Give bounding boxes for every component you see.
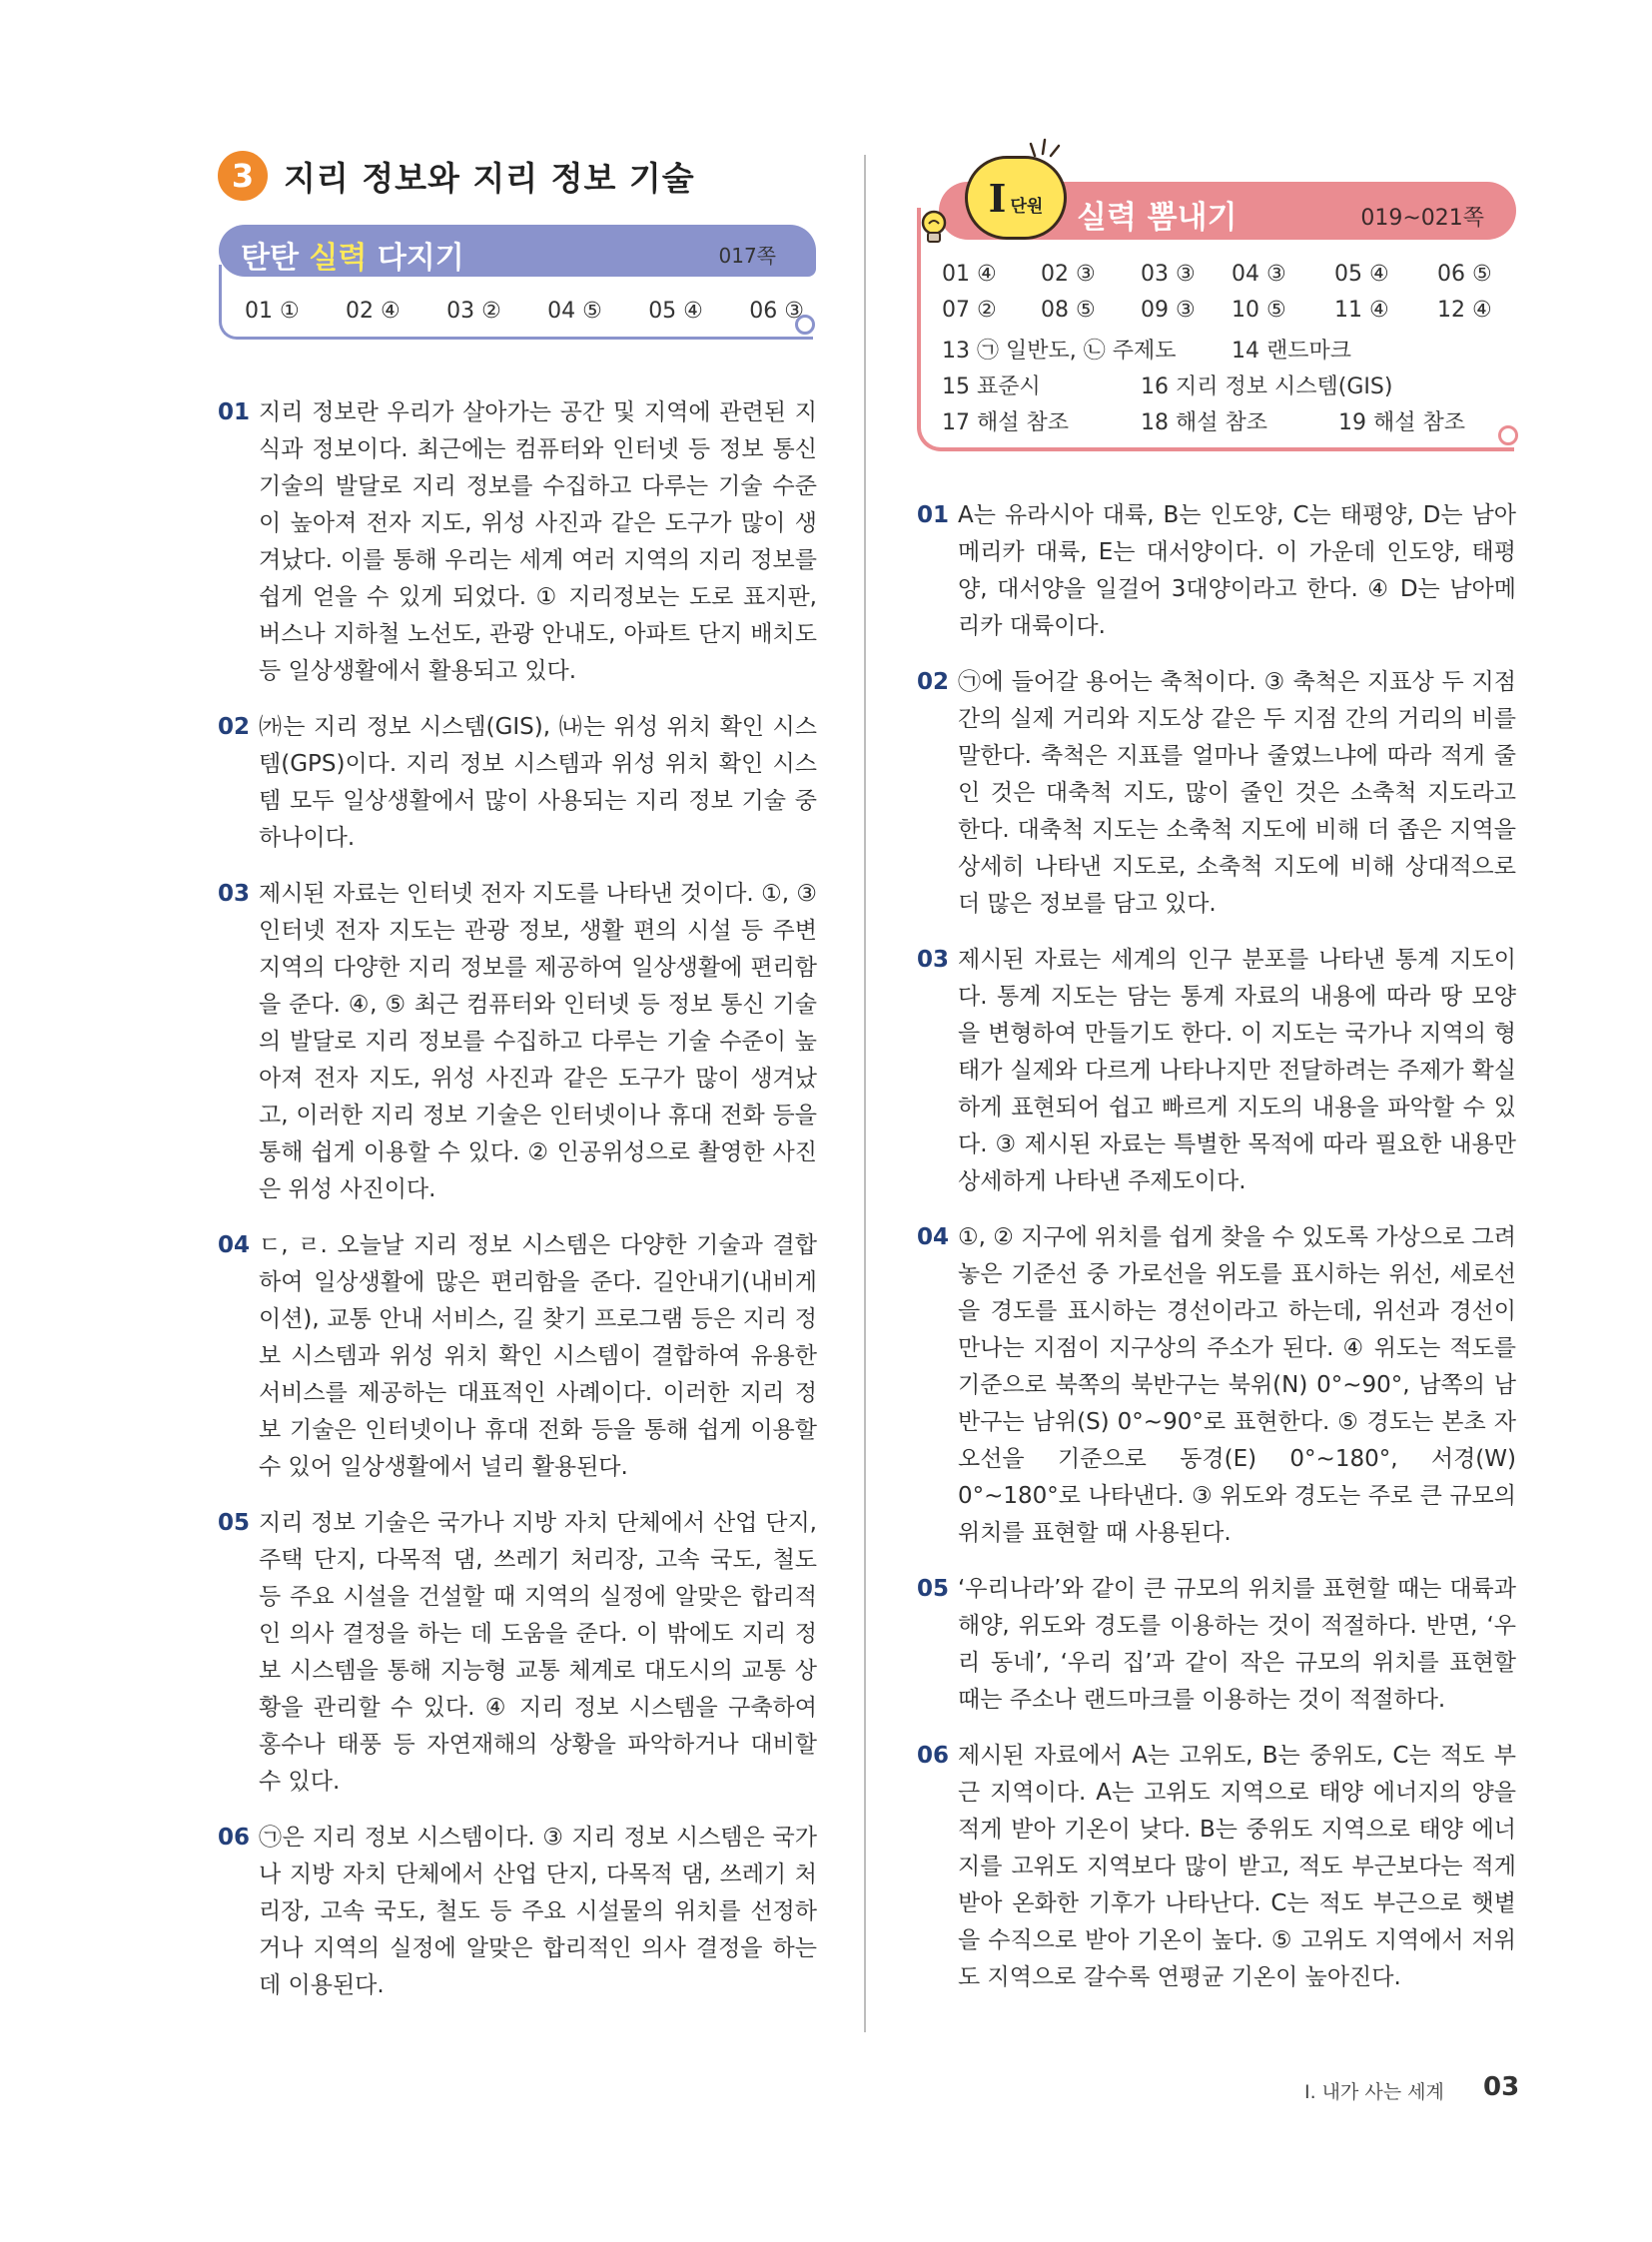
answer-item: 06 ⑤: [1437, 262, 1492, 287]
explanation-entry: [917, 497, 1516, 645]
unit-badge: [965, 156, 1067, 240]
answer-box-page-ref: 017쪽: [718, 244, 776, 268]
entry-number: 03: [218, 881, 251, 907]
answer-box-unit-review: [917, 138, 1516, 457]
explanation-entry: [218, 1505, 817, 1801]
explanations-right: [917, 497, 1516, 2015]
entry-number: 06: [917, 1743, 950, 1769]
entry-number: 03: [917, 947, 950, 973]
answer-item: 10 ⑤: [1232, 298, 1286, 323]
answer-item: 11 ④: [1334, 298, 1389, 323]
entry-number: 05: [218, 1510, 251, 1536]
explanation-entry: [218, 394, 817, 690]
explanation-entry: [917, 942, 1516, 1200]
entry-number: 05: [917, 1576, 950, 1602]
explanation-entry: [218, 1227, 817, 1486]
answer-item: 01 ①: [245, 299, 300, 324]
answer-item: 04 ③: [1232, 262, 1286, 287]
entry-number: 06: [218, 1825, 251, 1851]
answer-box-title: [241, 233, 464, 277]
title-part-c: 다지기: [367, 241, 464, 276]
answer-item: 05 ④: [648, 299, 703, 324]
explanation-entry: [218, 1820, 817, 2004]
footer-chapter-title: Ⅰ. 내가 사는 세계: [1304, 2081, 1444, 2103]
entry-text: 지리 정보란 우리가 살아가는 공간 및 지역에 관련된 지식과 정보이다. 최근에는 컴퓨터와 인터넷 등 정보 통신 기술의 발달로 지리 정보를 수집하고 다루는 기술 수준이 높아져 전자 지도, 위성 사진과 같은 도구가 많이 생겨났다. 이를 통해 우리는 세계 여러 지역의 지리 정보를 쉽게 얻을 수 있게 되었다. ① 지리정보는 도로 표지판, 버스나 지하철 노선도, 관광 안내도, 아파트 단지 배치도 등 일상생활에서 활용되고 있다.: [259, 399, 817, 684]
answer-box-title: 실력 뽐내기: [1077, 200, 1238, 236]
entry-number: 04: [917, 1224, 950, 1250]
explanation-entry: [917, 1571, 1516, 1719]
answer-box-page-ref: 019~021쪽: [1360, 206, 1484, 231]
entry-number: 02: [917, 669, 950, 695]
entry-text: ①, ② 지구에 위치를 쉽게 찾을 수 있도록 가상으로 그려 놓은 기준선 중 가로선을 위도를 표시하는 위선, 세로선을 경도를 표시하는 경선이라고 하는데, 위선과 경선이 만나는 지점이 지구상의 주소가 된다. ④ 위도는 적도를 기준으로 북쪽의 북반구는 북위(N) 0°~90°, 남쪽의 남반구는 남위(S) 0°~90°로 표현한다. ⑤ 경도는 본초 자오선을 기준으로 동경(E) 0°~180°, 서경(W) 0°~180°로 나타낸다. ③ 위도와 경도는 주로 큰 규모의 위치를 표현할 때 사용된다.: [958, 1224, 1516, 1546]
answer-item: 01 ④: [942, 262, 997, 287]
answer-item: 02 ③: [1041, 262, 1096, 287]
answer-item: 03 ②: [446, 299, 501, 324]
section-number-badge: 3: [218, 151, 268, 201]
answer-item: 09 ③: [1141, 298, 1196, 323]
unit-roman: Ⅰ: [988, 175, 1007, 221]
explanation-entry: [917, 1219, 1516, 1552]
sparkle-icon: [1029, 138, 1069, 158]
unit-label: 단원: [1010, 196, 1044, 217]
answer-item: 18 해설 참조: [1141, 410, 1267, 435]
entry-number: 02: [218, 714, 251, 740]
answer-item: 17 해설 참조: [942, 410, 1069, 435]
answer-item: 19 해설 참조: [1338, 410, 1465, 435]
entry-text: 제시된 자료에서 A는 고위도, B는 중위도, C는 적도 부근 지역이다. A는 고위도 지역으로 태양 에너지의 양을 적게 받아 기온이 낮다. B는 중위도 지역으로 태양 에너지를 고위도 지역보다 많이 받고, 적도 부근보다는 적게 받아 온화한 기후가 나타난다. C는 적도 부근으로 햇볕을 수직으로 받아 기온이 높다. ⑤ 고위도 지역에서 저위도 지역으로 갈수록 연평균 기온이 높아진다.: [958, 1743, 1516, 1990]
answer-item: 15 표준시: [942, 374, 1041, 399]
entry-text: A는 유라시아 대륙, B는 인도양, C는 태평양, D는 남아메리카 대륙, E는 대서양이다. 이 가운데 인도양, 태평양, 대서양을 일걸어 3대양이라고 한다. ④ D는 남아메리카 대륙이다.: [958, 502, 1516, 639]
answer-item: 06 ③: [749, 299, 804, 324]
answer-item: 03 ③: [1141, 262, 1196, 287]
column-divider: [864, 155, 866, 2032]
answer-item: 08 ⑤: [1041, 298, 1096, 323]
explanations-left: [218, 394, 817, 2023]
answer-item: 05 ④: [1334, 262, 1389, 287]
explanation-entry: [917, 1738, 1516, 1996]
answer-item: 14 랜드마크: [1232, 339, 1351, 364]
entry-text: ㉠은 지리 정보 시스템이다. ③ 지리 정보 시스템은 국가나 지방 자치 단체에서 산업 단지, 다목적 댐, 쓰레기 처리장, 고속 국도, 철도 등 주요 시설물의 위치를 선정하거나 지역의 실정에 알맞은 합리적인 의사 결정을 하는 데 이용된다.: [259, 1825, 817, 1998]
page-number: 03: [1483, 2072, 1520, 2102]
section-title: 지리 정보와 지리 정보 기술: [284, 158, 695, 198]
answer-item: 04 ⑤: [547, 299, 602, 324]
entry-text: ‘우리나라’와 같이 큰 규모의 위치를 표현할 때는 대륙과 해양, 위도와 경도를 이용하는 것이 적절하다. 반면, ‘우리 동네’, ‘우리 집’과 같이 작은 규모의 위치를 표현할 때는 주소나 랜드마크를 이용하는 것이 적절하다.: [958, 1576, 1516, 1713]
answer-box-basic: [219, 225, 816, 345]
frame-end-dot: [1498, 425, 1518, 445]
answer-list: [245, 299, 804, 324]
entry-text: ㉠에 들어갈 용어는 축척이다. ③ 축척은 지표상 두 지점 간의 실제 거리와 지도상 같은 두 지점 간의 거리의 비를 말한다. 축척은 지표를 얼마나 줄였느냐에 따라 적게 줄인 것은 대축척 지도, 많이 줄인 것은 소축척 지도라고 한다. 대축척 지도는 소축척 지도에 비해 더 좁은 지역을 상세히 나타낸 지도로, 소축척 지도에 비해 상대적으로 더 많은 정보를 담고 있다.: [958, 669, 1516, 917]
entry-number: 01: [218, 399, 251, 425]
answer-item: 02 ④: [346, 299, 401, 324]
entry-text: ㈎는 지리 정보 시스템(GIS), ㈏는 위성 위치 확인 시스템(GPS)이다. 지리 정보 시스템과 위성 위치 확인 시스템 모두 일상생활에서 많이 사용되는 지리 정보 기술 중 하나이다.: [259, 714, 817, 851]
title-highlight: 실력: [309, 241, 368, 276]
explanation-entry: [218, 709, 817, 857]
answer-item: 12 ④: [1437, 298, 1492, 323]
lightbulb-icon: [917, 208, 951, 248]
title-part-a: 탄탄: [241, 241, 310, 276]
entry-number: 04: [218, 1232, 251, 1258]
entry-text: 제시된 자료는 세계의 인구 분포를 나타낸 통계 지도이다. 통계 지도는 담는 통계 자료의 내용에 따라 땅 모양을 변형하여 만들기도 한다. 이 지도는 국가나 지역의 형태가 실제와 다르게 나타나지만 전달하려는 주제가 확실하게 표현되어 쉽고 빠르게 지도의 내용을 파악할 수 있다. ③ 제시된 자료는 특별한 목적에 따라 필요한 내용만 상세하게 나타낸 주제도이다.: [958, 947, 1516, 1194]
answer-item: 07 ②: [942, 298, 997, 323]
section-header: [218, 148, 695, 204]
explanation-entry: [218, 876, 817, 1208]
entry-text: ㄷ, ㄹ. 오늘날 지리 정보 시스템은 다양한 기술과 결합하여 일상생활에 많은 편리함을 준다. 길안내기(내비게이션), 교통 안내 서비스, 길 찾기 프로그램 등은 지리 정보 시스템과 위성 위치 확인 시스템이 결합하여 유용한 서비스를 제공하는 대표적인 사례이다. 이러한 지리 정보 기술은 인터넷이나 휴대 전화 등을 통해 쉽게 이용할 수 있어 일상생활에서 널리 활용된다.: [259, 1232, 817, 1480]
entry-text: 제시된 자료는 인터넷 전자 지도를 나타낸 것이다. ①, ③ 인터넷 전자 지도는 관광 정보, 생활 편의 시설 등 주변 지역의 다양한 지리 정보를 제공하여 일상생활에 편리함을 준다. ④, ⑤ 최근 컴퓨터와 인터넷 등 정보 통신 기술의 발달로 지리 정보를 수집하고 다루는 기술 수준이 높아져 전자 지도, 위성 사진과 같은 도구가 많이 생겨났고, 이러한 지리 정보 기술은 인터넷이나 휴대 전화 등을 통해 쉽게 이용할 수 있다. ② 인공위성으로 촬영한 사진은 위성 사진이다.: [259, 881, 817, 1202]
entry-text: 지리 정보 기술은 국가나 지방 자치 단체에서 산업 단지, 주택 단지, 다목적 댐, 쓰레기 처리장, 고속 국도, 철도 등 주요 시설을 건설할 때 지역의 실정에 알맞은 합리적인 의사 결정을 하는 데 도움을 준다. 이 밖에도 지리 정보 시스템을 통해 지능형 교통 체계로 대도시의 교통 상황을 관리할 수 있다. ④ 지리 정보 시스템을 구축하여 홍수나 태풍 등 자연재해의 상황을 파악하거나 대비할 수 있다.: [259, 1510, 817, 1795]
explanation-entry: [917, 664, 1516, 923]
answer-item: 13 ㉠ 일반도, ㉡ 주제도: [942, 339, 1177, 364]
answer-item: 16 지리 정보 시스템(GIS): [1141, 374, 1393, 399]
entry-number: 01: [917, 502, 950, 528]
